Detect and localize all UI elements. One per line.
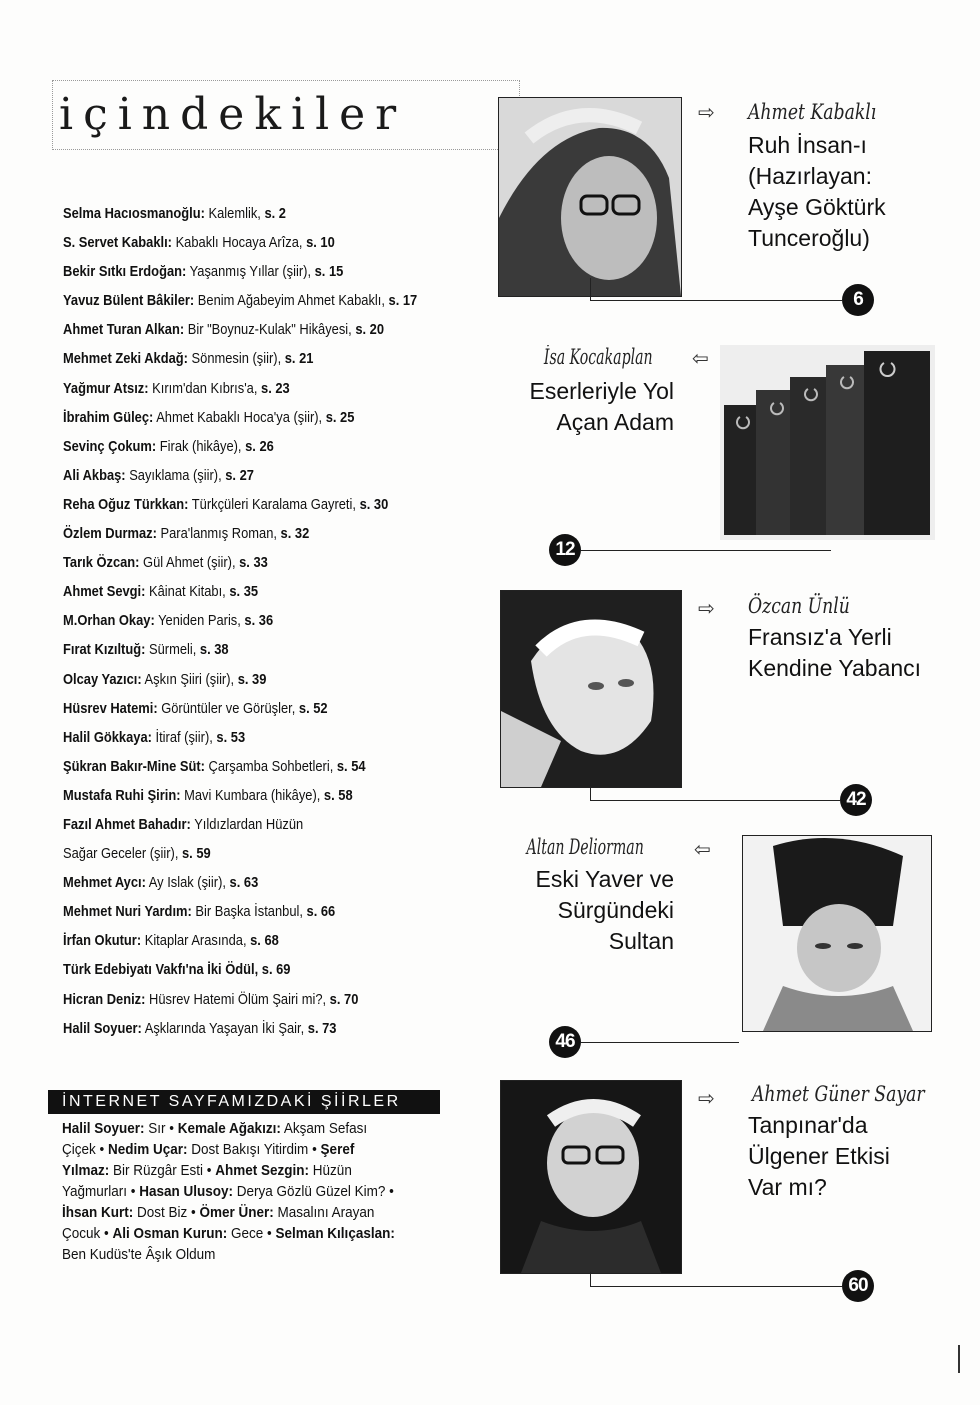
toc-author: İbrahim Güleç:: [63, 408, 154, 426]
toc-author: Reha Oğuz Türkkan:: [63, 495, 189, 513]
toc-author: Halil Soyuer:: [63, 1019, 142, 1037]
bullet-separator: •: [187, 1204, 200, 1221]
toc-title: Aşklarında Yaşayan İki Şair,: [144, 1019, 305, 1037]
poem-author: Hasan Ulusoy:: [139, 1183, 234, 1200]
feature-title: [748, 130, 886, 254]
toc-title: Kabaklı Hocaya Arîza,: [175, 234, 303, 252]
toc-title: Firak (hikâye),: [159, 437, 242, 455]
toc-author: Mehmet Zeki Akdağ:: [63, 350, 188, 368]
bullet-separator: •: [165, 1120, 178, 1137]
toc-entry: [63, 403, 424, 432]
page-badge: 46: [549, 1026, 581, 1058]
poem-title: Dost Bakışı Yitirdim: [191, 1141, 309, 1158]
feature-photo-deliorman: [742, 835, 932, 1032]
toc-entry: [63, 868, 424, 897]
poem-title: Gece: [231, 1225, 264, 1242]
toc-page: s. 58: [323, 786, 353, 804]
toc-title: Yaşanmış Yıllar (şiir),: [189, 263, 312, 281]
feature-title: [748, 1110, 890, 1203]
feature-title-line: Var mı?: [748, 1174, 827, 1200]
toc-title: Sayıklama (şiir),: [129, 466, 222, 484]
bullet-separator: •: [100, 1225, 113, 1242]
toc-page: s. 59: [182, 845, 211, 863]
feature-author-text: Altan Deliorman: [526, 835, 644, 859]
feature-title: [748, 622, 921, 684]
feature-title-line: Ruh İnsan-ı: [748, 132, 867, 158]
toc-title: Türkçüleri Karalama Gayreti,: [191, 495, 356, 513]
feature-photo-kabakli: [498, 97, 682, 297]
toc-author: Mehmet Nuri Yardım:: [63, 903, 192, 921]
feature-photo-sayar: [500, 1080, 682, 1274]
toc-entry: [63, 955, 424, 984]
bullet-separator: •: [127, 1183, 140, 1200]
bullet-separator: •: [263, 1225, 276, 1242]
toc-page: s. 70: [329, 990, 359, 1008]
toc-author: Mehmet Aycı:: [63, 874, 146, 892]
toc-author: Türk Edebiyatı Vakfı'na İki Ödül,: [63, 961, 259, 979]
toc-title: Aşkın Şiiri (şiir),: [144, 670, 235, 688]
bullet-separator: •: [203, 1162, 216, 1179]
bullet-separator: •: [385, 1183, 394, 1200]
feature-author: [520, 345, 653, 369]
toc-page: s. 66: [306, 903, 336, 921]
toc-author: Hicran Deniz:: [63, 990, 146, 1008]
toc-author: Özlem Durmaz:: [63, 525, 157, 543]
toc-page: s. 73: [307, 1019, 337, 1037]
toc-page: s. 53: [216, 728, 246, 746]
toc-author: Selma Hacıosmanoğlu:: [63, 205, 205, 222]
poem-title: Akşam Sefası Çiçek: [62, 1120, 368, 1158]
toc-page: s. 25: [325, 408, 355, 426]
toc-author: Bekir Sıtkı Erdoğan:: [63, 263, 187, 281]
toc-entry: [63, 665, 424, 694]
poem-author: İhsan Kurt:: [62, 1204, 134, 1221]
poem-title: Derya Gözlü Güzel Kim?: [236, 1183, 386, 1200]
toc-title: Benim Ağabeyim Ahmet Kabaklı,: [197, 292, 385, 310]
poem-author: Şeref Yılmaz:: [62, 1141, 355, 1179]
feature-author-text: İsa Kocakaplan: [543, 345, 653, 369]
feature-photo-books: [720, 345, 935, 540]
toc-title: Kâinat Kitabı,: [149, 583, 226, 601]
poem-title: Masalını Arayan Çocuk: [62, 1204, 375, 1242]
toc-author: Ali Akbaş:: [63, 466, 126, 484]
bracket-line: [590, 786, 591, 800]
toc-entry: [63, 374, 424, 403]
feature-title-line: Fransız'a Yerli: [748, 624, 892, 650]
toc-author: Ahmet Sevgi:: [63, 583, 146, 601]
toc-entry: [63, 315, 424, 344]
feature-title-line: Ayşe Göktürk: [748, 194, 886, 220]
toc-title: Görüntüler ve Görüşler,: [161, 699, 296, 717]
feature-title-line: Eserleriyle Yol: [529, 378, 674, 404]
toc-page: s. 54: [336, 757, 366, 775]
arrow-right-icon: ⇨: [698, 1088, 715, 1110]
toc-page: s. 63: [229, 874, 259, 892]
toc-title: Kitaplar Arasında,: [144, 932, 247, 950]
toc-page: s. 27: [225, 466, 254, 484]
poem-author: Ömer Üner:: [199, 1204, 274, 1221]
toc-entry: [63, 257, 424, 286]
toc-page: s. 32: [280, 525, 310, 543]
feature-title-line: Kendine Yabancı: [748, 655, 922, 681]
toc-entry: [63, 752, 424, 781]
toc-entry: [63, 228, 424, 257]
toc-title: Kırım'dan Kıbrıs'a,: [152, 379, 258, 397]
feature-title-line: Sürgündeki: [557, 897, 674, 923]
feature-author: Ahmet Güner Sayar: [752, 1082, 925, 1106]
poem-title: Dost Biz: [137, 1204, 188, 1221]
bullet-separator: •: [95, 1141, 108, 1158]
toc-page: s. 23: [261, 379, 290, 397]
page-title: içindekiler: [59, 89, 407, 140]
feature-title-line: Açan Adam: [556, 409, 674, 435]
arrow-right-icon: ⇨: [698, 598, 715, 620]
internet-poems-list: [62, 1118, 404, 1265]
toc-title: Sürmeli,: [149, 641, 197, 659]
page-badge: 42: [840, 784, 872, 816]
toc-author: Mustafa Ruhi Şirin:: [63, 786, 181, 804]
toc-author: Hüsrev Hatemi:: [63, 699, 158, 717]
toc-entry: [63, 286, 424, 315]
toc-entry: [63, 985, 424, 1014]
toc-entry: [63, 199, 424, 228]
toc-author: Tarık Özcan:: [63, 554, 140, 572]
toc-author: Olcay Yazıcı:: [63, 670, 142, 688]
toc-page: s. 35: [229, 583, 259, 601]
toc-title: Yeniden Paris,: [158, 612, 241, 630]
poem-author: Selman Kılıçaslan:: [275, 1225, 395, 1242]
toc-page: s. 68: [250, 932, 279, 950]
toc-author: İrfan Okutur:: [63, 932, 142, 950]
feature-title: [470, 376, 674, 438]
poem-author: Kemale Ağakızı:: [177, 1120, 281, 1137]
toc-title: Hüsrev Hatemi Ölüm Şairi mi?,: [149, 990, 327, 1008]
toc-author: Fazıl Ahmet Bahadır:: [63, 815, 191, 833]
toc-entry: [63, 694, 424, 723]
bracket-line: [590, 278, 591, 300]
toc-title: Gül Ahmet (şiir),: [143, 554, 236, 572]
toc-title: Ahmet Kabaklı Hoca'ya (şiir),: [156, 408, 323, 426]
bracket-line: [590, 800, 840, 801]
bracket-line: [590, 1286, 842, 1287]
bracket-line: [581, 550, 831, 551]
toc-author: Ahmet Turan Alkan:: [63, 321, 185, 339]
toc-title: Yıldızlardan Hüzün: [194, 815, 304, 833]
toc-author: Şükran Bakır-Mine Süt:: [63, 757, 205, 775]
poem-title: Hüzün Yağmurları: [62, 1162, 352, 1200]
toc-entry: [63, 461, 424, 490]
toc-title: Sağar Geceler (şiir),: [63, 845, 179, 863]
poem-title: Ben Kudüs'te Âşık Oldum: [62, 1246, 216, 1263]
toc-author: S. Servet Kabaklı:: [63, 234, 172, 252]
poem-author: Nedim Uçar:: [107, 1141, 188, 1158]
toc-title: Ay Islak (şiir),: [148, 874, 226, 892]
toc-entry: [63, 781, 424, 810]
bracket-line: [590, 1272, 591, 1286]
toc-title: Bir "Boynuz-Kulak" Hikâyesi,: [187, 321, 352, 339]
arrow-left-icon: ⇦: [692, 348, 709, 370]
bullet-separator: •: [308, 1141, 321, 1158]
toc-author: Fırat Kızıltuğ:: [63, 641, 146, 659]
toc-page: s. 39: [237, 670, 267, 688]
toc-entry: [63, 635, 424, 664]
toc-page: s. 15: [314, 263, 344, 281]
toc-page: s. 69: [261, 961, 291, 979]
feature-title-line: Tanpınar'da: [748, 1112, 868, 1138]
feature-title-line: Ülgener Etkisi: [748, 1143, 890, 1169]
toc-page: s. 10: [306, 234, 335, 252]
toc-title: Bir Başka İstanbul,: [195, 903, 303, 921]
page-badge: 6: [842, 284, 874, 316]
toc-title: Para'lanmış Roman,: [160, 525, 277, 543]
poem-author: Halil Soyuer:: [62, 1120, 145, 1137]
toc-entry: [63, 577, 424, 606]
toc-page: s. 20: [355, 321, 385, 339]
toc-title: İtiraf (şiir),: [155, 728, 213, 746]
feature-author: Ahmet Kabaklı: [748, 100, 877, 124]
toc-page: s. 2: [264, 205, 286, 222]
toc-entry: [63, 897, 424, 926]
toc-author: M.Orhan Okay:: [63, 612, 155, 630]
toc-title: Kalemlik,: [208, 205, 261, 222]
toc-author: Sevinç Çokum:: [63, 437, 157, 455]
feature-title: [480, 864, 674, 957]
toc-author: Yağmur Atsız:: [63, 379, 149, 397]
toc-entry: [63, 1014, 424, 1043]
page-badge: 60: [842, 1270, 874, 1302]
toc-entry: [63, 432, 424, 461]
toc-entry: [63, 519, 424, 548]
arrow-right-icon: ⇨: [698, 102, 715, 124]
bracket-line: [590, 300, 842, 301]
poem-author: Ali Osman Kurun:: [112, 1225, 228, 1242]
toc-entry: [63, 548, 424, 577]
toc-author: Halil Gökkaya:: [63, 728, 152, 746]
arrow-left-icon: ⇦: [694, 839, 711, 861]
toc-page: s. 52: [298, 699, 328, 717]
poem-title: Sır: [148, 1120, 166, 1137]
toc-list: [63, 199, 483, 1043]
internet-poems-title: İNTERNET SAYFAMIZDAKİ ŞİİRLER: [48, 1090, 440, 1114]
toc-page: s. 36: [244, 612, 274, 630]
feature-title-line: Eski Yaver ve: [535, 866, 674, 892]
toc-title: Çarşamba Sohbetleri,: [208, 757, 334, 775]
internet-poems-box: [48, 1090, 440, 1265]
feature-photo-unlu: [500, 590, 682, 788]
toc-title: Sönmesin (şiir),: [191, 350, 282, 368]
toc-author: Yavuz Bülent Bâkiler:: [63, 292, 195, 310]
toc-page: s. 26: [245, 437, 274, 455]
toc-page: s. 30: [359, 495, 389, 513]
toc-page: s. 38: [199, 641, 229, 659]
feature-title-line: Sultan: [608, 928, 674, 954]
feature-author: [500, 835, 644, 859]
feature-title-line: Tunceroğlu): [748, 225, 870, 251]
bracket-line: [581, 1042, 739, 1043]
contents-header-box: [52, 80, 520, 150]
page-badge: 12: [549, 534, 581, 566]
toc-entry: [63, 606, 424, 635]
toc-title: Mavi Kumbara (hikâye),: [184, 786, 321, 804]
margin-mark: [958, 1345, 960, 1373]
toc-entry: [63, 810, 424, 839]
toc-entry: [63, 839, 424, 868]
toc-page: s. 21: [284, 350, 314, 368]
toc-page: s. 17: [388, 292, 418, 310]
feature-title-line: (Hazırlayan:: [748, 163, 872, 189]
toc-entry: [63, 926, 424, 955]
toc-page: s. 33: [239, 554, 268, 572]
poem-author: Ahmet Sezgin:: [215, 1162, 310, 1179]
toc-entry: [63, 344, 424, 373]
poem-title: Bir Rüzgâr Esti: [113, 1162, 204, 1179]
toc-entry: [63, 723, 424, 752]
feature-author: Özcan Ünlü: [748, 594, 850, 618]
toc-entry: [63, 490, 424, 519]
